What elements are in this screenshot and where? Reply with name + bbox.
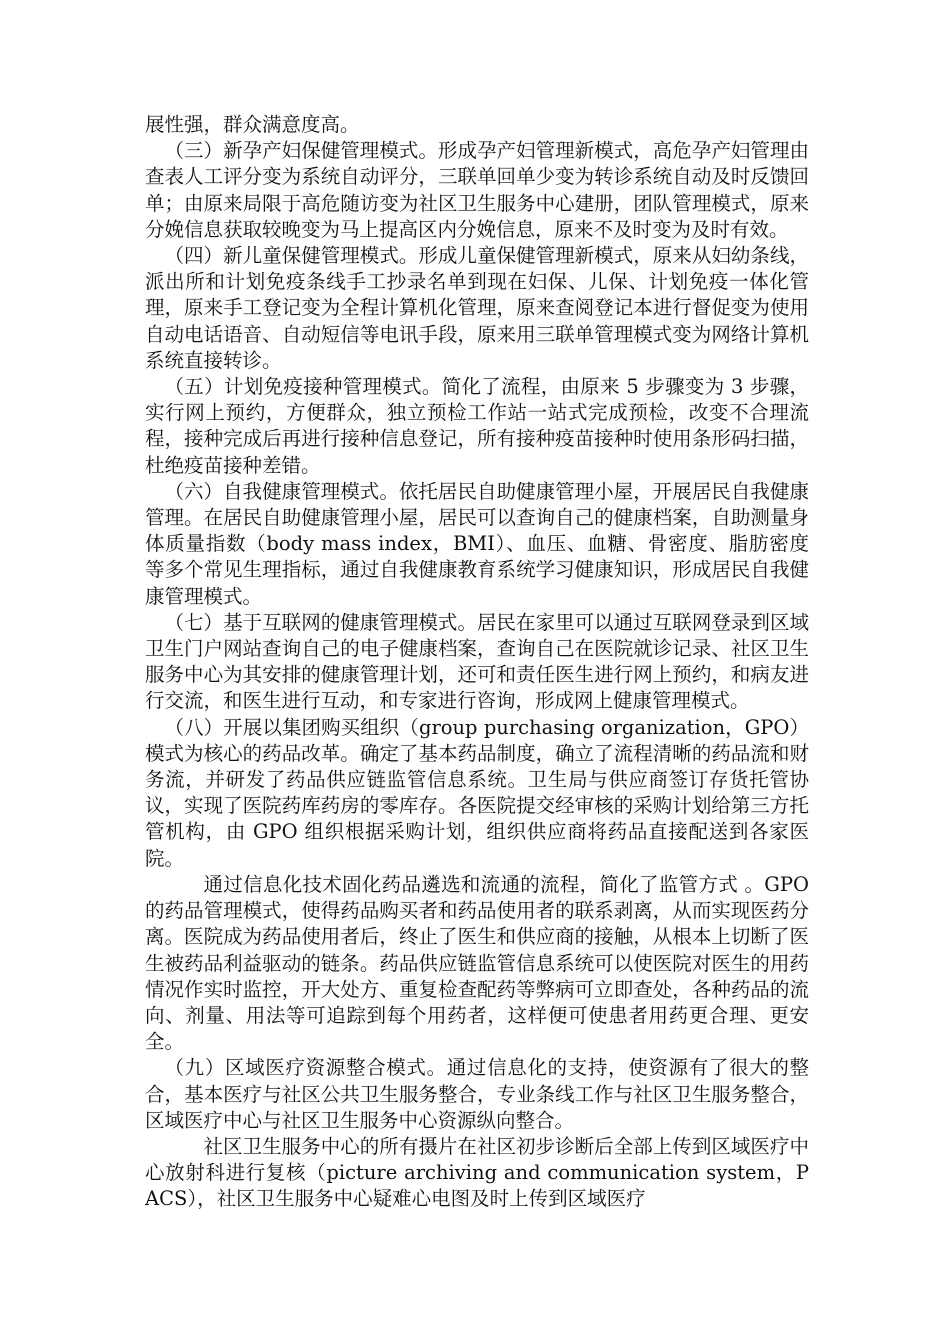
- paragraph-internet-health: （七）基于互联网的健康管理模式。居民在家里可以通过互联网登录到区域卫生门户网站查询自己的电子健康档案，查询自己在医院就诊记录、社区卫生服务中心为其安排的健康管理计划，还可和责任医生进行网上预约，和病友进行交流，和医生进行互动，和专家进行咨询，形成网上健康管理模式。: [145, 610, 809, 713]
- paragraph-maternal-care: （三）新孕产妇保健管理模式。形成孕产妇管理新模式，高危孕产妇管理由查表人工评分变为系统自动评分，三联单回单少变为转诊系统自动及时反馈回单；由原来局限于高危随访变为社区卫生服务中心建册，团队管理模式，原来分娩信息获取较晚变为马上提高区内分娩信息，原来不及时变为及时有效。: [145, 139, 809, 241]
- paragraph-immunization: （五）计划免疫接种管理模式。简化了流程，由原来 5 步骤变为 3 步骤，实行网上预约，方便群众，独立预检工作站一站式完成预检，改变不合理流程，接种完成后再进行接种信息登记，所有接种疫苗接种时使用条形码扫描，杜绝疫苗接种差错。: [145, 375, 809, 477]
- paragraph-gpo-reform: （八）开展以集团购买组织（group purchasing organization，GPO）模式为核心的药品改革。确定了基本药品制度，确立了流程清晰的药品流和财务流，并研发了药品供应链监管信息系统。卫生局与供应商签订存货托管协议，实现了医院药库药房的零库存。各医院提交经审核的采购计划给第三方托管机构，由 GPO 组织根据采购计划，组织供应商将药品直接配送到各家医院。: [145, 715, 809, 870]
- paragraph-continuation: 展性强，群众满意度高。: [145, 113, 360, 136]
- paragraph-resource-integration: （九）区域医疗资源整合模式。通过信息化的支持，使资源有了很大的整合，基本医疗与社区公共卫生服务整合，专业条线工作与社区卫生服务整合，区域医疗中心与社区卫生服务中心资源纵向整合。: [145, 1056, 809, 1132]
- paragraph-gpo-details: 通过信息化技术固化药品遴选和流通的流程，简化了监管方式 。GPO 的药品管理模式，使得药品购买者和药品使用者的联系剥离，从而实现医药分离。医院成为药品使用者后，终止了医生和供应商的接触，从根本上切断了医生被药品利益驱动的链条。药品供应链监管信息系统可以使医院对医生的用药情况作实时监控，开大处方、重复检查配药等弊病可立即查处，各种药品的流向、剂量、用法等可追踪到每个用药者，这样便可使患者用药更合理、更安全。: [145, 872, 809, 1054]
- paragraph-pacs: 社区卫生服务中心的所有摄片在社区初步诊断后全部上传到区域医疗中心放射科进行复核（picture archiving and communication system，PACS），社区卫生服务中心疑难心电图及时上传到区域医疗: [145, 1134, 809, 1211]
- document-page: [145, 112, 809, 1213]
- paragraph-self-health: （六）自我健康管理模式。依托居民自助健康管理小屋，开展居民自我健康管理。在居民自助健康管理小屋，居民可以查询自己的健康档案，自助测量身体质量指数（body mass index，BMI）、血压、血糖、骨密度、脂肪密度等多个常见生理指标，通过自我健康教育系统学习健康知识，形成居民自我健康管理模式。: [145, 479, 809, 608]
- paragraph-child-care: （四）新儿童保健管理模式。形成儿童保健管理新模式，原来从妇幼条线，派出所和计划免疫条线手工抄录名单到现在妇保、儿保、计划免疫一体化管理，原来手工登记变为全程计算机化管理，原来查阅登记本进行督促变为使用自动电话语音、自动短信等电讯手段，原来用三联单管理模式变为网络计算机系统直接转诊。: [145, 244, 809, 372]
